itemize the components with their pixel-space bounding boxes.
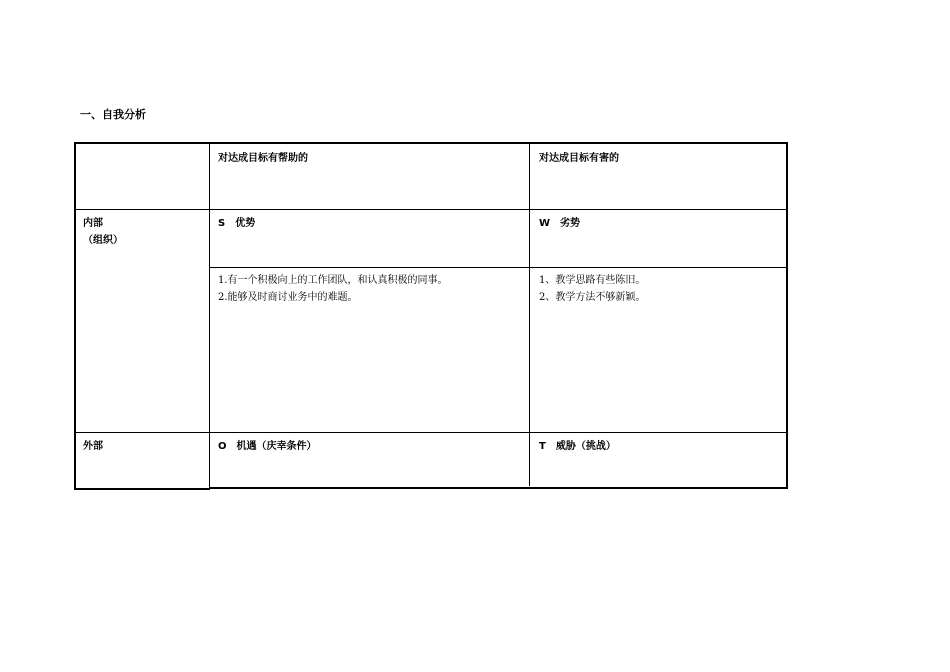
opportunities-title: O 机遇（庆幸条件） [218,441,317,452]
header-empty-cell [76,144,209,210]
header-harmful-label: 对达成目标有害的 [539,153,619,164]
table-border-left [74,142,76,490]
external-label-cell [83,438,203,483]
header-harmful-cell [539,150,779,210]
threats-title-cell [539,438,779,483]
table-border-top [74,142,788,144]
row-divider [76,209,787,210]
internal-label-cell [83,215,203,275]
section-title: 一、自我分析 [80,108,146,121]
external-label: 外部 [83,441,103,452]
opportunities-title-cell [218,438,518,483]
weaknesses-content-cell [539,272,779,432]
table-border-right [786,142,788,489]
table-border-bottom-left [74,488,210,490]
row-divider [76,432,787,433]
strength-item: 1.有一个积极向上的工作团队，和认真积极的同事。 [218,275,448,286]
threats-title: T 威胁（挑战） [539,441,616,452]
weakness-item: 1、教学思路有些陈旧。 [539,275,646,286]
header-helpful-label: 对达成目标有帮助的 [218,153,308,164]
strength-item: 2.能够及时商讨业务中的难题。 [218,292,358,303]
internal-label: 内部 [83,218,103,229]
internal-sublabel: （组织） [83,235,123,246]
weakness-item: 2、教学方法不够新颖。 [539,292,646,303]
strengths-title-cell [218,215,518,265]
weaknesses-title-cell [539,215,779,265]
table-border-bottom [209,487,788,489]
column-divider [529,144,530,486]
column-divider [209,144,210,489]
strengths-title: S 优势 [218,218,256,229]
strengths-content-cell [218,272,528,432]
row-divider [209,267,787,268]
weaknesses-title: W 劣势 [539,218,581,229]
header-helpful-cell [218,150,518,210]
